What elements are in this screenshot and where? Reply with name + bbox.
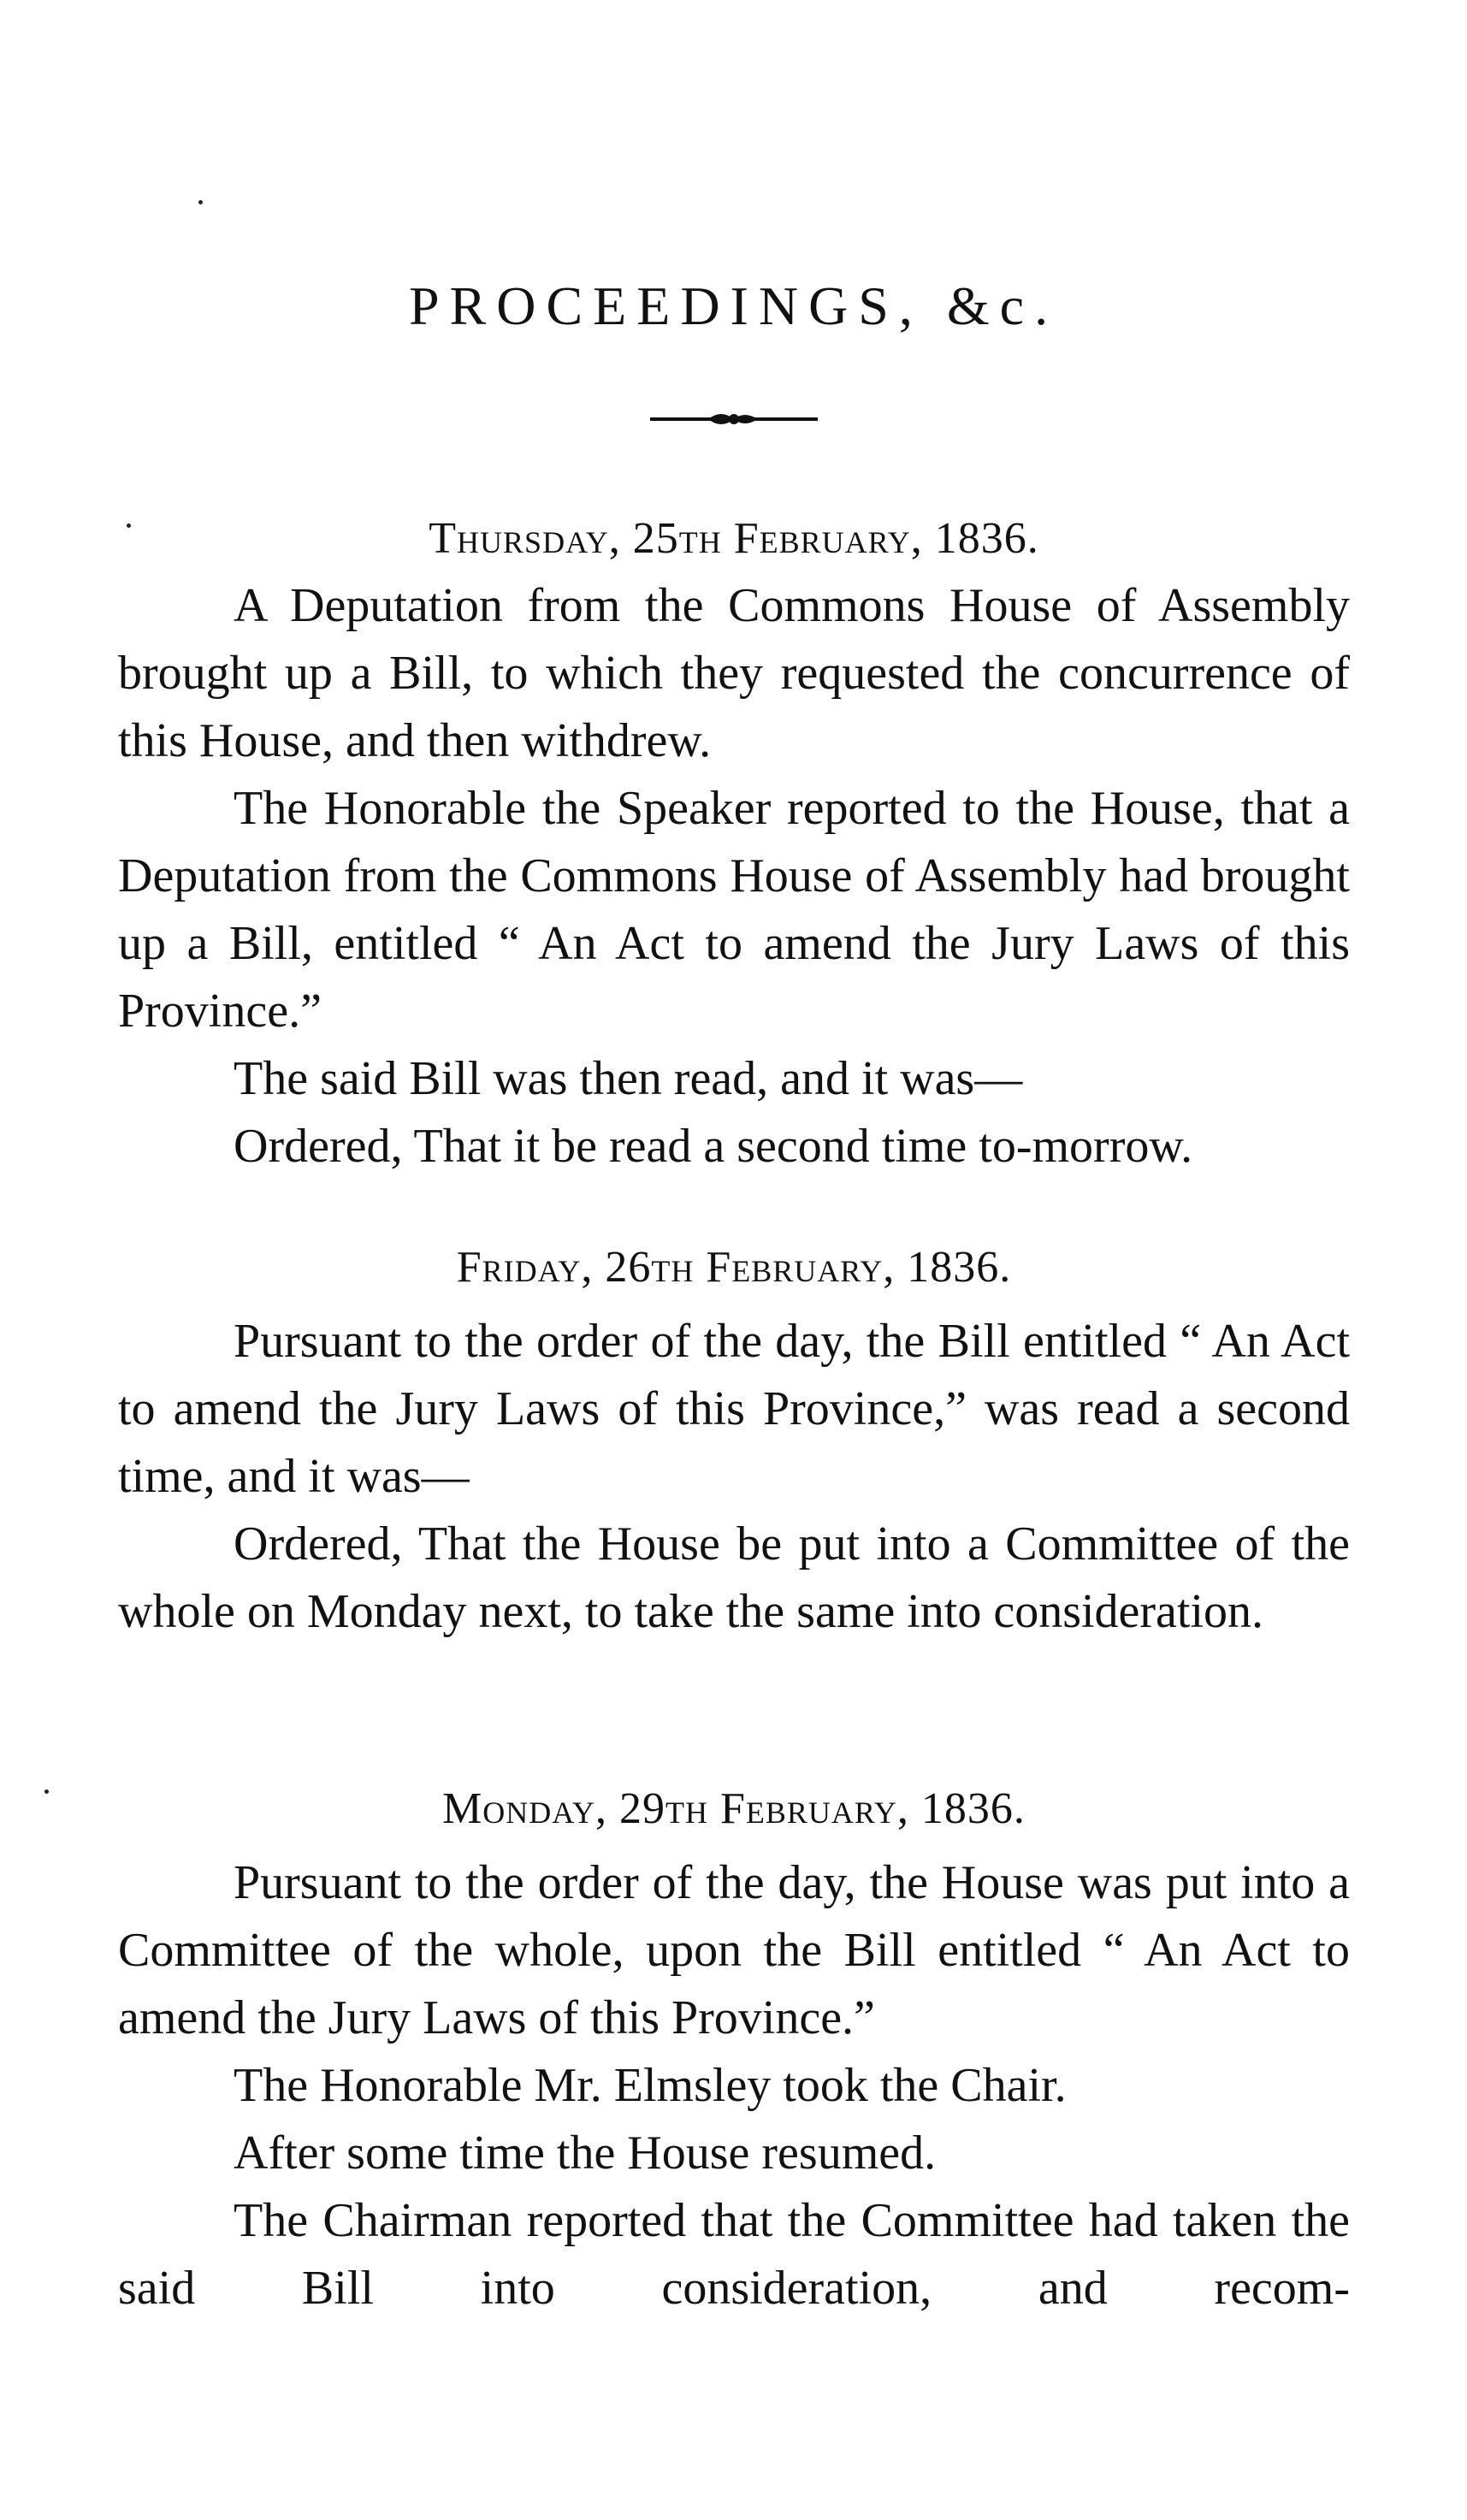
section-heading: Friday, 26th February, 1836. (456, 1243, 1012, 1292)
paragraph: After some time the House resumed. (234, 2127, 937, 2180)
paragraph: The Chairman reported that the Committee had taken the said Bill into consideration, and recom- (118, 2194, 1350, 2315)
paragraph: A Deputation from the Commons House of Assembly brought up a Bill, to which they requested the concurrence of this House, and then withdrew. (118, 579, 1350, 767)
ornament-divider-icon (648, 402, 819, 436)
section-thursday (118, 505, 1350, 1180)
paragraph: Ordered, That the House be put into a Committee of the whole on Monday next, to take the same into consideration. (118, 1517, 1350, 1638)
paragraph: The said Bill was then read, and it was— (234, 1052, 1023, 1105)
section-friday (118, 1233, 1350, 1646)
section-monday (118, 1775, 1350, 2322)
paragraph: The Honorable Mr. Elmsley took the Chair. (234, 2059, 1067, 2112)
ink-speck (44, 1789, 49, 1794)
section-heading: Monday, 29th February, 1836. (442, 1784, 1026, 1833)
paragraph: Pursuant to the order of the day, the Bill entitled “ An Act to amend the Jury Laws of this Province,” was read a second time, and it was— (118, 1315, 1350, 1503)
section-heading: Thursday, 25th February, 1836. (429, 514, 1039, 563)
paragraph: Pursuant to the order of the day, the House was put into a Committee of the whole, upon the Bill entitled “ An Act to amend the Jury Laws of this Province.” (118, 1856, 1350, 2044)
paragraph: The Honorable the Speaker reported to the House, that a Deputation from the Commons House of Assembly had brought up a Bill, entitled “ An Act to amend the Jury Laws of this Province.” (118, 782, 1350, 1038)
ink-speck (198, 200, 203, 204)
paragraph: Ordered, That it be read a second time to-morrow. (234, 1120, 1193, 1173)
page-title: PROCEEDINGS, &c. (408, 275, 1059, 336)
